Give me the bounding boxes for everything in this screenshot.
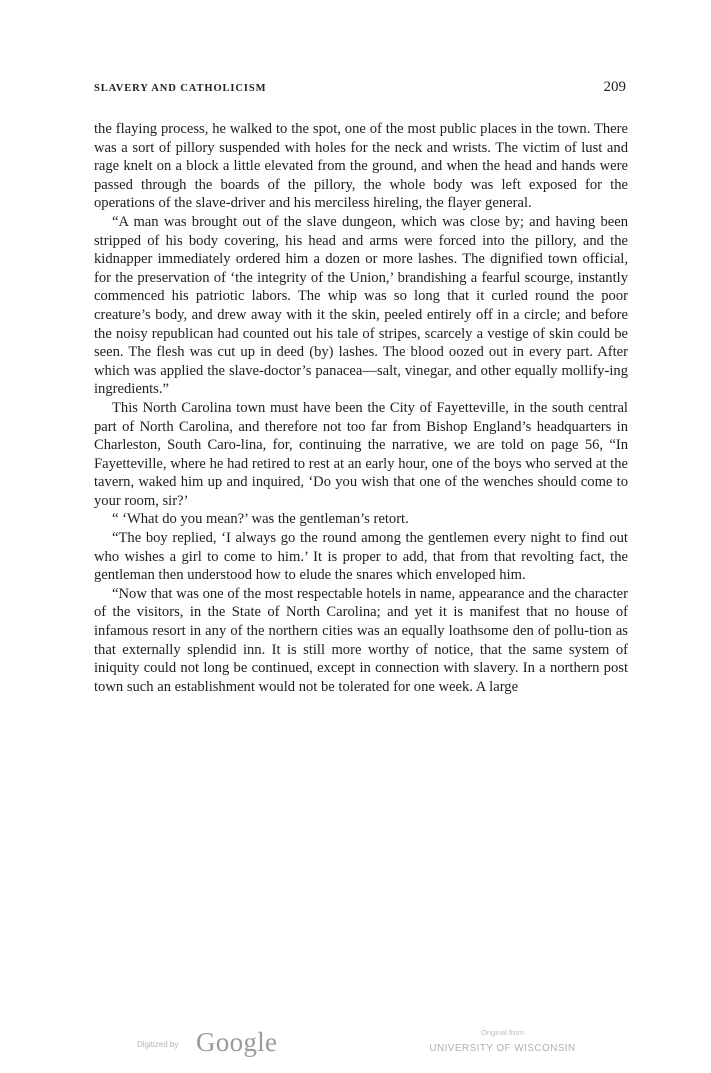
running-head [94,79,626,101]
running-title: SLAVERY AND CATHOLICISM [94,83,267,94]
paragraph-4: “ ‘What do you mean?’ was the gentleman’s retort. [112,511,409,528]
paragraph-6: “Now that was one of the most respectable hotels in name, appearance and the character of the visitors, in the State of North Carolina; and yet it is manifest that no house of infamous resort in any of the northern cities was an equally loathsome den of pollu-tion as that externally splendid inn. It is still more worthy of notice, that the same system of iniquity could not long be continued, except in connection with slavery. In a northern post town such an establishment would not be tolerated for one week. A large [94,585,628,695]
paragraph-1: the flaying process, he walked to the spot, one of the most public places in the town. There was a sort of pillory suspended with holes for the neck and wrists. The victim of lust and rage knelt on a block a little elevated from the ground, and when the head and hands were passed through the boards of the pillory, the whole body was left exposed for the operations of the slave-driver and his merciless hireling, the flayer general. [94,121,628,212]
google-logo: Google [196,1027,278,1057]
digitized-by-label: Digitized by [137,1040,179,1049]
paragraph-3: This North Carolina town must have been the City of Fayetteville, in the south central part of North Carolina, and therefore not too far from Bishop England’s headquarters in Charleston, South Caro-lina, for, continuing the narrative, we are told on page 56, “In Fayetteville, where he had retired to rest at an early hour, one of the boys who served at the tavern, waked him up and inquired, ‘Do you wish that one of the wenches should come to your room, sir?’ [94,399,628,509]
library-name: UNIVERSITY OF WISCONSIN [429,1043,576,1054]
paragraph-5: “The boy replied, ‘I always go the round among the gentlemen every night to find out who wishes a girl to come to him.’ It is proper to add, that from that revolting fact, the gentleman then understood how to elude the snares which enveloped him. [94,530,628,584]
scan-footer [0,1025,711,1065]
page-number: 209 [603,79,626,95]
original-from-label: Original from [481,1028,524,1037]
paragraph-2: “A man was brought out of the slave dungeon, which was close by; and having been stripped of his body covering, his head and arms were forced into the pillory, and the kidnapper immediately ordered him a dozen or more lashes. The dignified town official, for the preservation of ‘the integrity of the Union,’ brandishing a fearful scourge, instantly commenced his patriotic labors. The whip was so long that it curled round the poor creature’s body, and drew away with it the skin, peeled entirely off in a circle; and before the noisy republican had counted out his tale of stripes, scarcely a vestige of skin could be seen. The flesh was cut up in deed (by) lashes. The blood oozed out in every part. After which was applied the slave-doctor’s panacea—salt, vinegar, and other equally mollify-ing ingredients.” [94,213,628,398]
body-text [94,120,628,696]
